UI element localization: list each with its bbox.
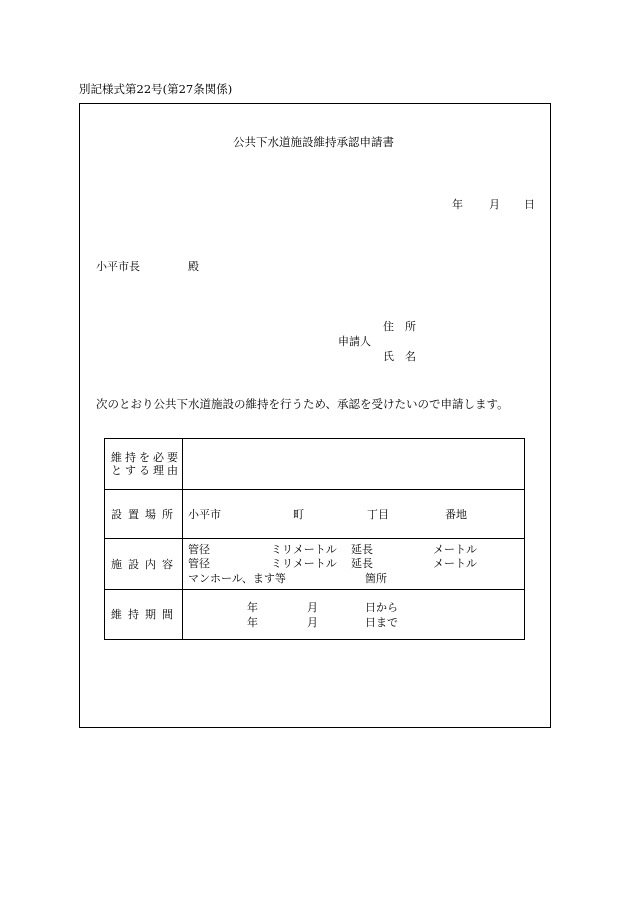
- facility-diameter-1: 管径: [188, 543, 210, 556]
- facility-diameter-2: 管径: [188, 557, 210, 570]
- applicant-label: 申請人: [338, 335, 371, 348]
- location-field[interactable]: [183, 490, 525, 539]
- location-city: 小平市: [188, 508, 221, 521]
- facility-length-2: 延長: [351, 557, 373, 570]
- period-from-day: 日から: [365, 601, 398, 614]
- date-day: 日: [524, 198, 535, 211]
- period-label: 維持期間: [105, 590, 183, 640]
- facility-length-1: 延長: [351, 543, 373, 556]
- facility-m-2: メートル: [433, 557, 477, 570]
- application-statement: 次のとおり公共下水道施設の維持を行うため、承認を受けたいので申請します。: [96, 397, 509, 411]
- applicant-address-label: 住 所: [383, 320, 416, 333]
- facility-label: 施設内容: [105, 539, 183, 590]
- addressee-name: 小平市長: [96, 260, 140, 273]
- form-title: 公共下水道施設維持承認申請書: [233, 135, 394, 149]
- facility-manhole: マンホール、ます等: [188, 572, 286, 585]
- reason-row: [105, 439, 525, 490]
- location-chome: 丁目: [367, 508, 389, 521]
- period-field[interactable]: [183, 590, 525, 640]
- date-month: 月: [489, 198, 500, 211]
- facility-m-1: メートル: [433, 543, 477, 556]
- facility-manhole-unit: 箇所: [365, 572, 387, 585]
- facility-field[interactable]: [183, 539, 525, 590]
- date-year: 年: [452, 198, 463, 211]
- form-number: 別記様式第22号(第27条関係): [79, 82, 233, 96]
- facility-mm-2: ミリメートル: [271, 557, 337, 570]
- facility-row: [105, 539, 525, 590]
- reason-label: 維持を必要 とする理由: [105, 439, 183, 490]
- location-town: 町: [293, 508, 304, 521]
- location-label: 設置場所: [105, 490, 183, 539]
- period-to-month: 月: [307, 616, 318, 629]
- location-row: [105, 490, 525, 539]
- location-banchi: 番地: [445, 508, 467, 521]
- reason-field[interactable]: [183, 439, 525, 490]
- period-from-year: 年: [247, 601, 258, 614]
- period-to-year: 年: [247, 616, 258, 629]
- period-from-month: 月: [307, 601, 318, 614]
- period-row: [105, 590, 525, 640]
- addressee-honorific: 殿: [188, 260, 199, 273]
- facility-mm-1: ミリメートル: [271, 543, 337, 556]
- applicant-name-label: 氏 名: [383, 350, 416, 363]
- application-table: [104, 438, 525, 640]
- period-to-day: 日まで: [365, 616, 398, 629]
